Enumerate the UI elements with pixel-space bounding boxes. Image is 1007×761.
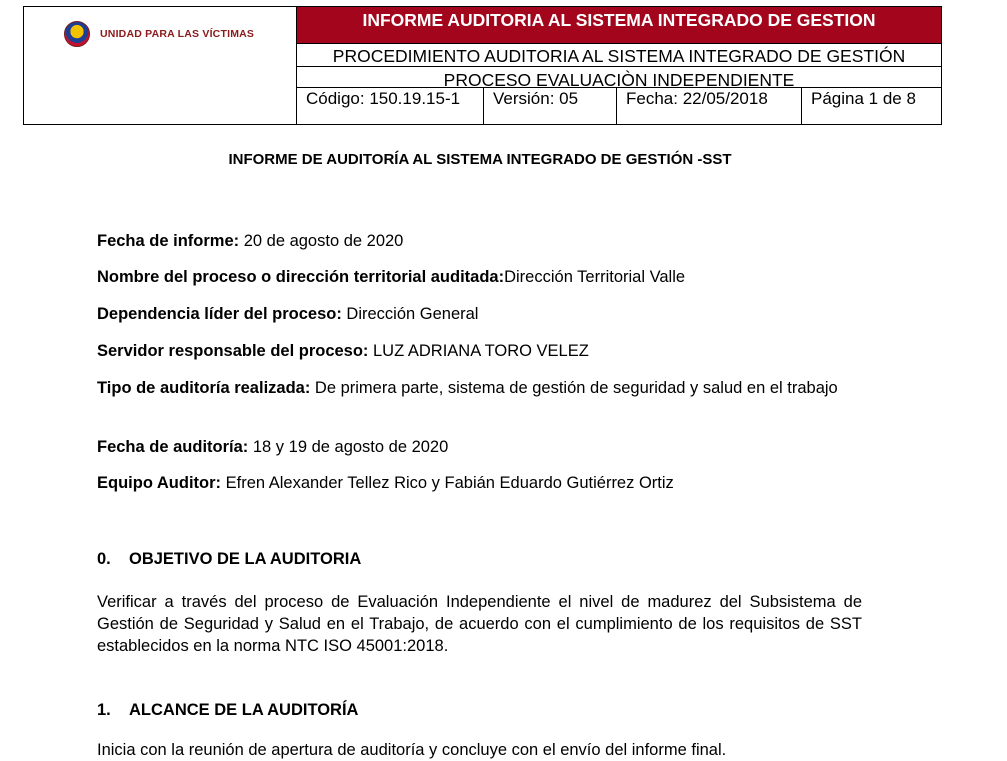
field-value: 20 de agosto de 2020 xyxy=(239,232,404,250)
field-value: Efren Alexander Tellez Rico y Fabián Eduardo Gutiérrez Ortiz xyxy=(221,474,674,492)
section-heading-scope xyxy=(97,701,358,720)
report-header-title: INFORME AUDITORIA AL SISTEMA INTEGRADO DE GESTION xyxy=(296,6,942,44)
section-text-scope: Inicia con la reunión de apertura de auditoría y concluye con el envío del informe final. xyxy=(97,741,727,759)
logo xyxy=(64,19,260,49)
field-value: 18 y 19 de agosto de 2020 xyxy=(248,438,449,456)
logo-cell xyxy=(23,6,297,125)
section-text-objective: Verificar a través del proceso de Evaluación Independiente el nivel de madurez del Subsistema de Gestión de Seguridad y Salud en el Trabajo, de acuerdo con el cumplimiento de los requisitos de SST establecidos en la norma NTC ISO 45001:2018. xyxy=(97,593,862,655)
document-header xyxy=(23,6,942,125)
logo-text: UNIDAD PARA LAS VÍCTIMAS xyxy=(100,28,255,40)
field-lead-unit xyxy=(97,303,862,325)
field-value: Dirección Territorial Valle xyxy=(504,268,686,286)
document-code: Código: 150.19.15-1 xyxy=(296,87,484,125)
document-date: Fecha: 22/05/2018 xyxy=(616,87,802,125)
field-label: Equipo Auditor: xyxy=(97,474,222,492)
field-audit-team xyxy=(97,472,862,494)
field-value: Dirección General xyxy=(341,305,479,323)
field-label: Tipo de auditoría realizada: xyxy=(97,379,311,397)
field-label: Dependencia líder del proceso: xyxy=(97,305,342,323)
section-text-scope-clipped xyxy=(97,741,862,759)
section-title: ALCANCE DE LA AUDITORÍA xyxy=(129,701,359,719)
section-heading-objective xyxy=(97,550,361,569)
section-number: 0. xyxy=(97,550,111,568)
field-label: Fecha de informe: xyxy=(97,232,240,250)
field-audited-process xyxy=(97,266,862,288)
field-value: De primera parte, sistema de gestión de seguridad y salud en el trabajo xyxy=(310,379,838,397)
section-number: 1. xyxy=(97,701,111,719)
page-number: Página 1 de 8 xyxy=(801,87,942,125)
field-label: Nombre del proceso o dirección territorial auditada: xyxy=(97,268,505,286)
field-report-date xyxy=(97,230,862,252)
procedure-name: PROCEDIMIENTO AUDITORIA AL SISTEMA INTEGRADO DE GESTIÓN xyxy=(296,43,942,67)
document-version: Versión: 05 xyxy=(483,87,617,125)
field-responsible-officer xyxy=(97,340,862,362)
section-title: OBJETIVO DE LA AUDITORIA xyxy=(129,550,362,568)
field-label: Fecha de auditoría: xyxy=(97,438,249,456)
coat-of-arms-icon xyxy=(64,21,90,47)
field-label: Servidor responsable del proceso: xyxy=(97,342,369,360)
process-name: PROCESO EVALUACIÒN INDEPENDIENTE xyxy=(296,66,942,88)
field-audit-type xyxy=(97,377,862,399)
document-title: INFORME DE AUDITORÍA AL SISTEMA INTEGRADO DE GESTIÓN -SST xyxy=(228,151,732,168)
field-audit-date xyxy=(97,436,862,458)
field-value: LUZ ADRIANA TORO VELEZ xyxy=(368,342,589,360)
